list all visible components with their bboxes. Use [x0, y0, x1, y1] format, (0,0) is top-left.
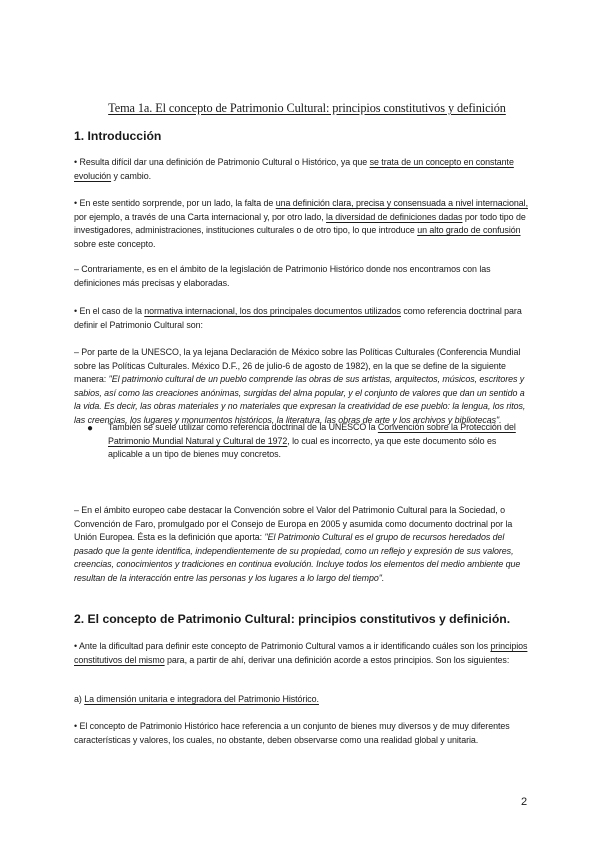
bullet-marker: ●	[87, 423, 94, 434]
paragraph-unesco-1972: También se suele utilizar como referencia doctrinal de la UNESCO la Convención sobre la Protección del Patrimonio Mundial Natural y Cultural de 1972, lo cual es incorrecto, ya que este documento sólo es aplicable a un tipo de bienes muy concretos.	[108, 422, 516, 460]
subheading-unitary-dimension: a) La dimensión unitaria e integradora del Patrimonio Histórico.	[74, 694, 319, 704]
paragraph-legislation: – Contrariamente, es en el ámbito de la legislación de Patrimonio Histórico donde nos encontramos con las definiciones más precisas y elaboradas.	[74, 264, 491, 288]
paragraph-surprise: • En este sentido sorprende, por un lado, la falta de una definición clara, precisa y consensuada a nivel internacional, por ejemplo, a través de una Carta internacional y, por otro lado, la diversidad de definiciones dadas por todo tipo de investigadores, administraciones, instituciones culturales o de otro tipo, lo que introduce un alto grado de confusión sobre este concepto.	[74, 198, 528, 249]
paragraph-faro-convention: – En el ámbito europeo cabe destacar la Convención sobre el Valor del Patrimonio Cultural para la Sociedad, o Convención de Faro, promulgado por el Consejo de Europa en 2005 y asumida como documento doctrinal por la Unión Europea. Ésta es la definición que aporta: "El Patrimonio Cultural es el grupo de recursos heredados del pasado que la gente identifica, independientemente de su propiedad, como un reflejo y expresión de sus valores, creencias, conocimientos y tradiciones en continua evolución. Incluye todos los elementos del medio ambiente que resultan de la interacción entre las personas y los lugares a lo largo del tiempo".	[74, 505, 521, 583]
paragraph-difficulty: • Resulta difícil dar una definición de Patrimonio Cultural o Histórico, ya que se trata de un concepto en constante evolución y cambio.	[74, 157, 514, 181]
paragraph-international-norms: • En el caso de la normativa internacional, los dos principales documentos utilizados como referencia doctrinal para definir el Patrimonio Cultural son:	[74, 306, 522, 330]
section-1-heading: 1. Introducción	[74, 129, 162, 143]
document-title: Tema 1a. El concepto de Patrimonio Cultural: principios constitutivos y definición	[108, 101, 506, 115]
section-2-heading: 2. El concepto de Patrimonio Cultural: principios constitutivos y definición.	[74, 612, 511, 626]
page-number: 2	[521, 796, 528, 808]
paragraph-principles: • Ante la dificultad para definir este concepto de Patrimonio Cultural vamos a ir identificando cuáles son los principios constitutivos del mismo para, a partir de ahí, derivar una definición acorde a estos principios. Son los siguientes:	[74, 641, 528, 665]
paragraph-unesco-mexico: – Por parte de la UNESCO, la ya lejana Declaración de México sobre las Políticas Culturales (Conferencia Mundial sobre las Políticas Culturales. México D.F., 26 de julio-6 de agosto de 1982), en la que se define de la siguiente manera: "El patrimonio cultural de un pueblo comprende las obras de sus artistas, arquitectos, músicos, escritores y sabios, así como las creaciones anónimas, surgidas del alma popular, y el conjunto de valores que dan un sentido a la vida. Es decir, las obras materiales y no materiales que expresan la creatividad de ese pueblo: la lengua, los ritos, las creencias, los lugares y monumentos históricos, la literatura, las obras de arte y los archivos y bibliotecas".	[74, 347, 526, 425]
paragraph-global-reality: • El concepto de Patrimonio Histórico hace referencia a un conjunto de bienes muy diversos y de muy diferentes características y valores, los cuales, no obstante, deben observarse como una realidad global y unitaria.	[74, 721, 510, 745]
